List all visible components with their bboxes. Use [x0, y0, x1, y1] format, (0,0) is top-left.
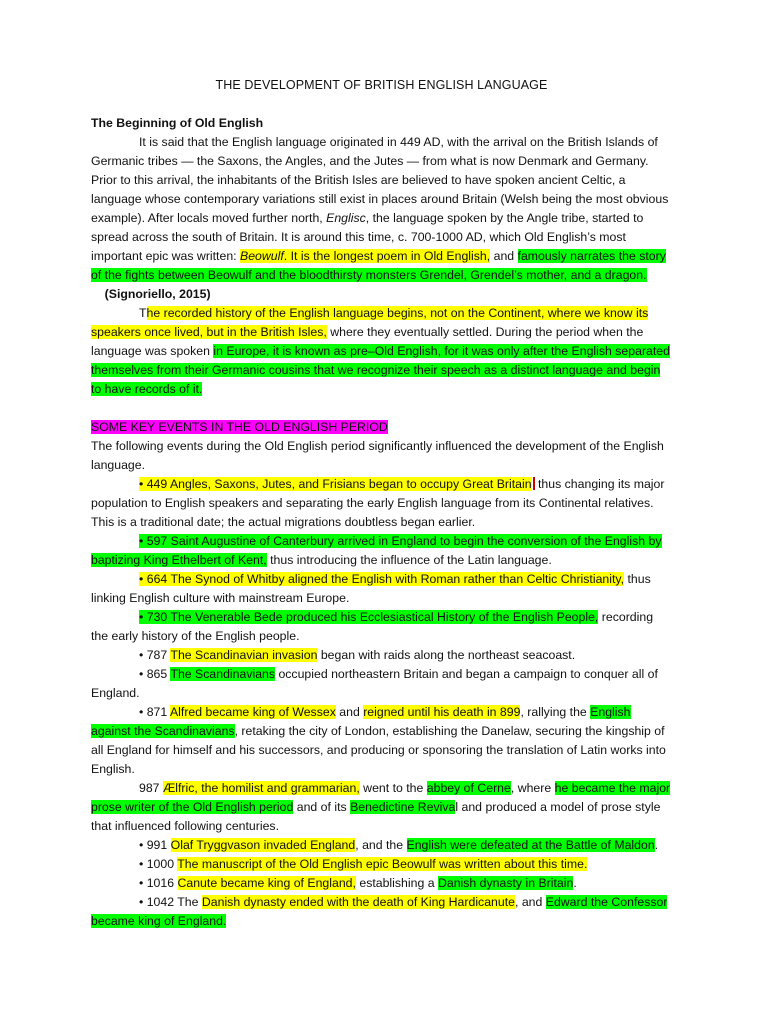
- highlight-green: abbey of Cerne: [426, 781, 511, 795]
- highlight-green: in Europe, it is known as pre–Old English, for it was only after the English separated themselves from their Germanic cousins that we recognize their speech as a distinct language and begin to have records of it.: [91, 344, 670, 396]
- list-item-597: • 597 Saint Augustine of Canterbury arrived in England to begin the conversion of the English by baptizing King Ethelbert of Kent, thus introducing the influence of the Latin language.: [91, 534, 662, 567]
- highlight-yellow: Olaf Tryggvason invaded England: [170, 838, 356, 852]
- highlight-yellow: • 664 The Synod of Whitby aligned the English with Roman rather than Celtic Christianity,: [139, 572, 625, 586]
- list-item-449: • 449 Angles, Saxons, Jutes, and Frisians began to occupy Great Britain thus changing its major population to English speakers and separating the early English language from its Continental relatives. This is a traditional date; the actual migrations doubtless began earlier.: [91, 477, 665, 529]
- highlight-yellow: he recorded history of the English language begins, not on the Continent, where we know its speakers once lived, but in the: [91, 306, 649, 339]
- section-heading-beginning: The Beginning of Old English: [91, 116, 264, 130]
- highlight-yellow: Danish dynasty ended with the death of King Hardicanute: [201, 895, 515, 909]
- highlight-yellow: Alfred became king of Wessex: [169, 705, 336, 719]
- highlight-green: Benedictine Reviva: [350, 800, 456, 814]
- list-item-987: 987 Ælfric, the homilist and grammarian, went to the abbey of Cerne, where he became the major prose writer of the Old English period and of its Benedictine Revival and produced a model of prose style that influenced following centuries.: [91, 781, 671, 833]
- paragraph-recorded-history: The recorded history of the English language begins, not on the Continent, where we know its speakers once lived, but in the British Isles, where they eventually settled. During the period when the language was spoken in Europe, it is known as pre–Old English, for it was only after the English separated themselves from their Germanic cousins that we recognize their speech as a distinct language and begin to have records of it.: [91, 306, 670, 396]
- paragraph-origins: It is said that the English language originated in 449 AD, with the arrival on the British Islands of Germanic tribes — the Saxons, the Angles, and the Jutes — from what is now Denmark and Germany. Prior to this arrival, the inhabitants of the British Isles are believed to have spoken ancient Celtic, a language whose contemporary variations still exist in places around Britain (Welsh being the most obvious example). After locals moved further north, Englisc, the language spoken by the Angle tribe, started to spread across the south of Britain. It is around this time, c. 700-1000 AD, which Old English’s most important epic was written: Beowulf. It is the longest poem in Old English, and famously narrates the story of the fights between Beowulf and the bloodthirsty monsters Grendel, Grendel’s mother, and a dragon. (Signoriello, 2015): [91, 135, 669, 301]
- highlight-green: English were defeated at the Battle of Maldon: [406, 838, 655, 852]
- highlight-yellow: • 449 Angles, Saxons, Jutes, and Frisians began to occupy Great Britain: [139, 477, 532, 491]
- highlight-yellow: Ælfric, the homilist and grammarian,: [162, 781, 360, 795]
- highlight-magenta: SOME KEY EVENTS IN THE OLD ENGLISH PERIOD: [91, 420, 388, 434]
- highlight-yellow: British Isles,: [260, 325, 327, 339]
- list-item-1000: • 1000 The manuscript of the Old English epic Beowulf was written about this time.: [139, 857, 588, 871]
- highlight-yellow: reigned until his death in 899: [363, 705, 521, 719]
- highlight-green: Danish dynasty in Britain: [437, 876, 574, 890]
- citation: (Signoriello, 2015): [91, 287, 211, 301]
- list-item-871: • 871 Alfred became king of Wessex and reigned until his death in 899, rallying the English against the Scandinavians, retaking the city of London, establishing the Danelaw, securing the kingship of all England for himself and his successors, and producing or sponsoring the translation of Latin works into English.: [91, 705, 666, 776]
- highlight-green: English against the Scandinavians: [91, 705, 631, 738]
- list-item-664: • 664 The Synod of Whitby aligned the English with Roman rather than Celtic Christianity, thus linking English culture with mainstream Europe.: [91, 572, 651, 605]
- highlight-green: he became the major prose writer of the Old English period: [91, 781, 671, 814]
- section-heading-key-events: [91, 418, 672, 437]
- highlight-yellow: Canute became king of England,: [177, 876, 356, 890]
- highlight-yellow: The manuscript of the Old English epic Beowulf was written about this time.: [177, 857, 588, 871]
- paragraph-key-events-intro: The following events during the Old English period significantly influenced the development of the English language.: [91, 439, 664, 472]
- highlight-green: Edward the Confessor became king of England.: [91, 895, 668, 928]
- list-item-730: • 730 The Venerable Bede produced his Ecclesiastical History of the English People, recording the early history of the English people.: [91, 610, 654, 643]
- document-title: THE DEVELOPMENT OF BRITISH ENGLISH LANGUAGE: [215, 78, 548, 92]
- highlight-green: • 730 The Venerable Bede produced his Ecclesiastical History of the English People,: [139, 610, 599, 624]
- list-item-991: • 991 Olaf Tryggvason invaded England, and the English were defeated at the Battle of Maldon.: [139, 838, 659, 852]
- list-item-865: • 865 The Scandinavians occupied northeastern Britain and began a campaign to conquer all of England.: [91, 667, 658, 700]
- highlight-green: The Scandinavians: [170, 667, 276, 681]
- highlight-yellow: The Scandinavian invasion: [170, 648, 318, 662]
- highlight-green: • 597 Saint Augustine of Canterbury arrived in England to begin the conversion of the English by baptizing King Ethelbert of Kent,: [91, 534, 662, 567]
- highlight-yellow: Beowulf. It is the longest poem in Old English,: [240, 249, 491, 263]
- list-item-787: • 787 The Scandinavian invasion began with raids along the northeast seacoast.: [139, 648, 576, 662]
- highlight-green: famously narrates the story of the fights between Beowulf and the bloodthirsty monsters Grendel, Grendel’s mother, and a dragon.: [91, 249, 666, 282]
- list-item-1042: • 1042 The Danish dynasty ended with the death of King Hardicanute, and Edward the Confessor became king of England.: [91, 895, 668, 928]
- list-item-1016: • 1016 Canute became king of England, establishing a Danish dynasty in Britain.: [139, 876, 577, 890]
